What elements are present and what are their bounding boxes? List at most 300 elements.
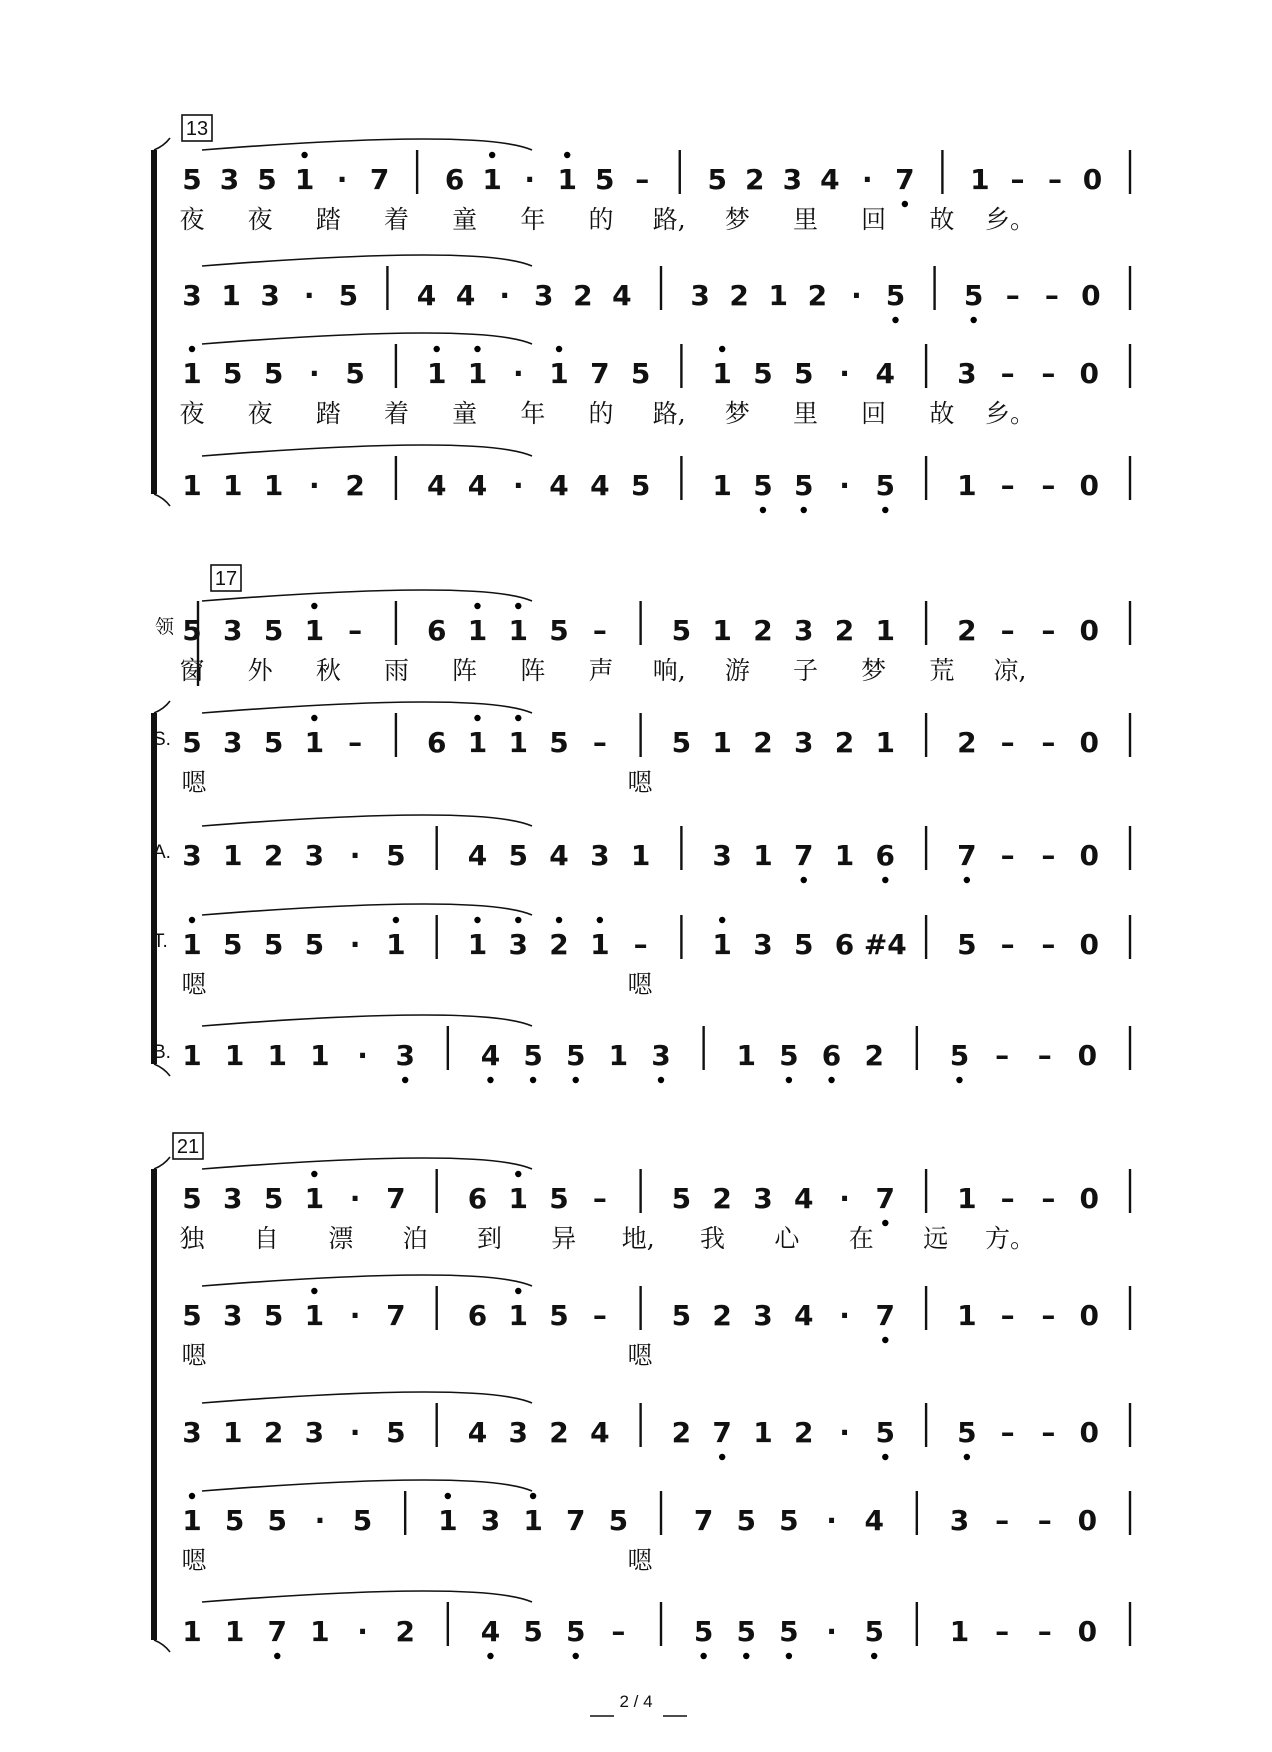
dash-extension: –	[1041, 469, 1056, 502]
note: 2	[263, 1416, 284, 1449]
augmentation-dot: ·	[851, 279, 862, 312]
octave-dot-low	[828, 1077, 834, 1083]
lyric-syllable: 梦	[724, 205, 750, 234]
note: 1	[508, 726, 529, 759]
lyric-syllable: 的	[588, 205, 614, 234]
lyric-syllable: 路,	[652, 399, 686, 428]
octave-dot-low	[902, 201, 908, 207]
staff-row	[182, 1403, 1130, 1460]
note: 5	[793, 928, 814, 961]
note: 5	[671, 1182, 692, 1215]
note: 6	[467, 1299, 488, 1332]
octave-dot-high	[311, 1288, 317, 1294]
augmentation-dot: ·	[524, 163, 536, 196]
note: 3	[793, 726, 814, 759]
octave-dot-high	[719, 346, 725, 352]
lyric-syllable: 梦	[724, 399, 750, 428]
note: 7	[386, 1299, 406, 1332]
note: 5	[345, 357, 365, 390]
note: 5	[223, 357, 243, 390]
note: 1	[223, 1416, 243, 1449]
dash-extension: –	[1000, 357, 1015, 390]
note: 0	[1079, 1182, 1099, 1215]
octave-dot-high	[311, 1171, 317, 1177]
note: 4	[467, 469, 488, 502]
note: 5	[182, 1299, 202, 1332]
note: 1	[267, 1039, 288, 1072]
note: 5	[523, 1039, 543, 1072]
dash-extension: –	[995, 1615, 1010, 1648]
note: 5	[671, 1299, 692, 1332]
lyric-syllable: 路,	[652, 205, 686, 234]
lyric-syllable: 夜	[179, 399, 205, 428]
note: 1	[712, 928, 732, 961]
note: 4	[549, 839, 569, 872]
dash-extension: –	[1000, 726, 1015, 759]
lyric-syllable: 着	[383, 205, 410, 234]
octave-dot-low	[658, 1077, 664, 1083]
note: 1	[223, 469, 243, 502]
dash-extension: –	[995, 1504, 1010, 1537]
note: 5	[565, 1039, 586, 1072]
note: 1	[386, 928, 406, 961]
slur	[202, 1158, 532, 1169]
dash-extension: –	[348, 614, 363, 647]
note: 4	[480, 1615, 501, 1648]
note: 5	[263, 726, 284, 759]
octave-dot-low	[882, 1337, 888, 1343]
lyric-syllable: 夜	[179, 205, 205, 234]
note: 0	[1079, 614, 1099, 647]
voice-label: S.	[153, 729, 171, 750]
note: 1	[630, 839, 651, 872]
dash-extension: –	[1041, 726, 1056, 759]
bracket-hook-bottom	[154, 1064, 170, 1076]
note: 1	[263, 469, 284, 502]
note: 1	[712, 357, 732, 390]
note: 1	[712, 726, 732, 759]
note: 3	[395, 1039, 415, 1072]
staff-row	[153, 713, 1130, 797]
dash-extension: –	[1000, 839, 1015, 872]
note: 5	[224, 1504, 245, 1537]
dash-extension: –	[1044, 279, 1059, 312]
dash-extension: –	[1041, 1182, 1056, 1215]
note: 5	[793, 357, 814, 390]
slur	[202, 904, 532, 915]
note: 4	[467, 1416, 488, 1449]
note: 2	[957, 614, 977, 647]
slur	[202, 255, 532, 266]
lyric-syllable: 梦	[861, 656, 887, 685]
staff-row	[153, 826, 1130, 883]
slur	[202, 1392, 532, 1403]
note: 1	[223, 839, 243, 872]
score-system-17	[153, 565, 1130, 1083]
note: 5	[707, 163, 728, 196]
note: 5	[508, 839, 529, 872]
note: 3	[753, 1299, 773, 1332]
dash-extension: –	[1000, 928, 1015, 961]
lyric-syllable: 的	[588, 399, 614, 428]
lyric-syllable: 夜	[247, 399, 273, 428]
augmentation-dot: ·	[839, 1182, 850, 1215]
lyric-syllable: 年	[520, 205, 546, 234]
lyric-syllable: 回	[861, 399, 887, 428]
note: 1	[221, 279, 241, 312]
note: 2	[957, 726, 977, 759]
lyric-syllable: 嗯	[627, 970, 653, 999]
octave-dot-high	[564, 152, 570, 158]
note: 5	[671, 726, 692, 759]
lyric-syllable: 到	[476, 1224, 502, 1253]
lyric-syllable: 秋	[315, 656, 341, 685]
note: 1	[508, 1299, 529, 1332]
note: 4	[793, 1182, 814, 1215]
note: 5	[864, 1615, 884, 1648]
octave-dot-low	[573, 1653, 579, 1659]
lyric-syllable: 乡。	[984, 399, 1036, 428]
octave-dot-low	[882, 877, 888, 883]
note: 5	[885, 279, 906, 312]
octave-dot-low	[487, 1077, 493, 1083]
note: 5	[182, 163, 202, 196]
octave-dot-high	[301, 152, 307, 158]
lyric-syllable: 嗯	[627, 1546, 653, 1575]
lyric-syllable: 心	[774, 1224, 800, 1253]
note: 5	[549, 1299, 569, 1332]
staff-row	[181, 1491, 1130, 1575]
dash-extension: –	[1037, 1504, 1052, 1537]
note: 1	[182, 357, 202, 390]
lyric-syllable: 着	[383, 399, 410, 428]
note: 0	[1079, 357, 1099, 390]
note: 2	[864, 1039, 884, 1072]
note: 3	[534, 279, 554, 312]
note: 5	[267, 1504, 288, 1537]
note: 4	[455, 279, 476, 312]
note: 5	[963, 279, 984, 312]
note: 2	[793, 1416, 814, 1449]
dash-extension: –	[1047, 163, 1062, 196]
lyric-syllable: 远	[923, 1224, 949, 1253]
note: 1	[753, 1416, 773, 1449]
lyric-syllable: 童	[452, 399, 478, 428]
note: 5	[630, 357, 651, 390]
note: 5	[753, 469, 773, 502]
octave-dot-high	[311, 603, 317, 609]
note: 1	[182, 928, 202, 961]
note: 2	[573, 279, 593, 312]
note: 1	[523, 1504, 543, 1537]
note: 3	[182, 1416, 202, 1449]
note: 2	[729, 279, 749, 312]
lyric-syllable: 异	[551, 1224, 577, 1253]
note: 1	[304, 1299, 325, 1332]
staff-row	[182, 456, 1130, 513]
note: 5	[223, 928, 243, 961]
bracket-hook-top	[154, 138, 170, 150]
note: 1	[182, 1615, 202, 1648]
augmentation-dot: ·	[357, 1039, 368, 1072]
note: 1	[294, 163, 315, 196]
note: 3	[753, 1182, 773, 1215]
octave-dot-low	[743, 1653, 749, 1659]
note: 5	[263, 928, 284, 961]
dash-extension: –	[1041, 928, 1056, 961]
note: 3	[223, 1299, 243, 1332]
octave-dot-high	[445, 1493, 451, 1499]
augmentation-dot: ·	[349, 1299, 361, 1332]
octave-dot-high	[474, 715, 480, 721]
note: 5	[753, 357, 773, 390]
lyric-syllable: 泊	[402, 1224, 428, 1253]
augmentation-dot: ·	[349, 1182, 361, 1215]
octave-dot-low	[882, 1454, 888, 1460]
note: 2	[753, 726, 773, 759]
octave-dot-high	[189, 1493, 195, 1499]
staff-row	[153, 1026, 1130, 1083]
augmentation-dot: ·	[309, 469, 320, 502]
augmentation-dot: ·	[839, 469, 850, 502]
slur	[202, 590, 532, 601]
octave-dot-high	[597, 917, 603, 923]
note: 5	[263, 1182, 284, 1215]
lyric-syllable: 子	[792, 656, 819, 685]
augmentation-dot: ·	[303, 279, 315, 312]
dash-extension: –	[1037, 1615, 1052, 1648]
note: 1	[304, 614, 325, 647]
lyric-syllable: 童	[452, 205, 478, 234]
note: 1	[182, 469, 202, 502]
note: 5	[594, 163, 615, 196]
octave-dot-low	[964, 1454, 970, 1460]
note: 5	[549, 726, 569, 759]
slur	[202, 1591, 532, 1602]
bracket-hook-top	[154, 1157, 170, 1169]
note: 3	[223, 726, 243, 759]
note: 2	[834, 726, 855, 759]
octave-dot-low	[573, 1077, 579, 1083]
note: 3	[957, 357, 977, 390]
augmentation-dot: ·	[309, 357, 320, 390]
octave-dot-high	[393, 917, 399, 923]
note: 1	[949, 1615, 970, 1648]
octave-dot-low	[801, 877, 807, 883]
note: 1	[310, 1615, 330, 1648]
octave-dot-low	[760, 507, 766, 513]
note: 2	[712, 1299, 732, 1332]
octave-dot-low	[964, 877, 970, 883]
note: 0	[1077, 1039, 1098, 1072]
note: 1	[875, 614, 896, 647]
note: 5	[549, 614, 569, 647]
dash-extension: –	[592, 1299, 607, 1332]
lyric-syllable: 回	[861, 205, 887, 234]
note: 5	[182, 614, 202, 647]
note: 1	[608, 1039, 629, 1072]
augmentation-dot: ·	[349, 839, 361, 872]
slur	[202, 333, 532, 344]
lyric-syllable: 荒	[929, 656, 955, 685]
dash-extension: –	[592, 1182, 607, 1215]
augmentation-dot: ·	[314, 1504, 326, 1537]
lyric-syllable: 嗯	[181, 768, 207, 797]
note: 1	[224, 1039, 245, 1072]
octave-dot-high	[515, 603, 521, 609]
note: 0	[1079, 928, 1099, 961]
dash-extension: –	[1000, 1182, 1015, 1215]
lyric-syllable: 漂	[328, 1224, 354, 1253]
octave-dot-high	[474, 603, 480, 609]
octave-dot-high	[433, 346, 439, 352]
dash-extension: –	[1041, 614, 1056, 647]
note: 0	[1079, 726, 1099, 759]
staff-row	[179, 601, 1130, 685]
augmentation-dot: ·	[839, 1416, 850, 1449]
octave-dot-high	[515, 917, 521, 923]
staff-row	[182, 1602, 1130, 1659]
augmentation-dot: ·	[826, 1504, 837, 1537]
augmentation-dot: ·	[349, 928, 361, 961]
note: 1	[768, 279, 788, 312]
note: 2	[263, 839, 284, 872]
octave-dot-high	[556, 346, 562, 352]
note: 4	[480, 1039, 501, 1072]
lyric-syllable: 嗯	[627, 768, 653, 797]
note: 5	[779, 1039, 799, 1072]
note: 3	[260, 279, 280, 312]
note: 0	[1079, 1299, 1099, 1332]
octave-dot-low	[801, 507, 807, 513]
note: 2	[834, 614, 855, 647]
staff-row	[181, 1286, 1130, 1370]
note: 1	[736, 1039, 757, 1072]
note: 2	[753, 614, 773, 647]
dash-extension: –	[1041, 1299, 1056, 1332]
augmentation-dot: ·	[826, 1615, 837, 1648]
octave-dot-low	[892, 317, 898, 323]
note: 3	[753, 928, 773, 961]
dash-extension: –	[1000, 469, 1015, 502]
octave-dot-high	[189, 917, 195, 923]
note: 5	[608, 1504, 629, 1537]
note: 4	[820, 163, 840, 196]
slur	[202, 445, 532, 456]
note: 3	[182, 279, 202, 312]
note: 6	[875, 839, 896, 872]
note: 3	[690, 279, 710, 312]
lyric-syllable: 方。	[984, 1224, 1036, 1253]
note: 2	[745, 163, 765, 196]
lyric-syllable: 乡。	[984, 205, 1036, 234]
note: 5	[523, 1615, 543, 1648]
note: #4	[863, 928, 907, 961]
note: 5	[671, 614, 692, 647]
note: 6	[426, 614, 447, 647]
lyric-syllable: 故	[929, 399, 955, 428]
staff-row	[153, 915, 1130, 999]
note: 7	[386, 1182, 406, 1215]
slur	[202, 1480, 532, 1491]
dash-extension: –	[1000, 1299, 1015, 1332]
note: 2	[549, 928, 569, 961]
note: 3	[508, 928, 529, 961]
note: 3	[793, 614, 814, 647]
note: 3	[949, 1504, 970, 1537]
augmentation-dot: ·	[499, 279, 510, 312]
lyric-syllable: 里	[792, 399, 819, 428]
note: 3	[590, 839, 610, 872]
lyric-syllable: 地,	[621, 1224, 655, 1253]
note: 4	[793, 1299, 814, 1332]
note: 2	[395, 1615, 415, 1648]
note: 0	[1079, 1416, 1099, 1449]
note: 1	[834, 839, 855, 872]
note: 5	[793, 469, 814, 502]
note: 1	[426, 357, 447, 390]
dash-extension: –	[611, 1615, 626, 1648]
note: 7	[369, 163, 390, 196]
note: 3	[712, 839, 732, 872]
measure-number: 13	[185, 118, 209, 140]
slur	[202, 139, 532, 150]
note: 3	[223, 1182, 243, 1215]
note: 3	[782, 163, 803, 196]
note: 4	[875, 357, 896, 390]
note: 5	[386, 1416, 406, 1449]
lyric-syllable: 我	[700, 1224, 726, 1253]
measure-number: 21	[176, 1136, 200, 1158]
lyric-syllable: 嗯	[181, 1546, 207, 1575]
note: 5	[263, 1299, 284, 1332]
note: 3	[182, 839, 202, 872]
note: 2	[549, 1416, 569, 1449]
octave-dot-low	[487, 1653, 493, 1659]
octave-dot-low	[970, 317, 976, 323]
octave-dot-high	[189, 346, 195, 352]
augmentation-dot: ·	[839, 357, 850, 390]
octave-dot-high	[311, 715, 317, 721]
note: 1	[304, 726, 325, 759]
note: 5	[182, 726, 202, 759]
note: 1	[224, 1615, 245, 1648]
note: 4	[416, 279, 437, 312]
voice-label: A.	[153, 842, 171, 863]
dash-extension: –	[592, 614, 607, 647]
note: 5	[630, 469, 651, 502]
octave-dot-low	[882, 507, 888, 513]
lyric-syllable: 在	[848, 1224, 874, 1253]
note: 5	[736, 1504, 757, 1537]
octave-dot-high	[515, 1171, 521, 1177]
octave-dot-low	[871, 1653, 877, 1659]
measure-number: 17	[214, 568, 238, 590]
slur	[202, 1275, 532, 1286]
dash-extension: –	[1000, 614, 1015, 647]
note: 0	[1077, 1615, 1098, 1648]
note: 4	[590, 469, 610, 502]
staff-row	[179, 150, 1130, 234]
octave-dot-low	[956, 1077, 962, 1083]
note: 3	[223, 614, 243, 647]
note: 5	[875, 1416, 896, 1449]
note: 5	[949, 1039, 970, 1072]
augmentation-dot: ·	[349, 1416, 361, 1449]
lyric-syllable: 阵	[452, 656, 478, 685]
note: 7	[565, 1504, 586, 1537]
note: 6	[444, 163, 465, 196]
